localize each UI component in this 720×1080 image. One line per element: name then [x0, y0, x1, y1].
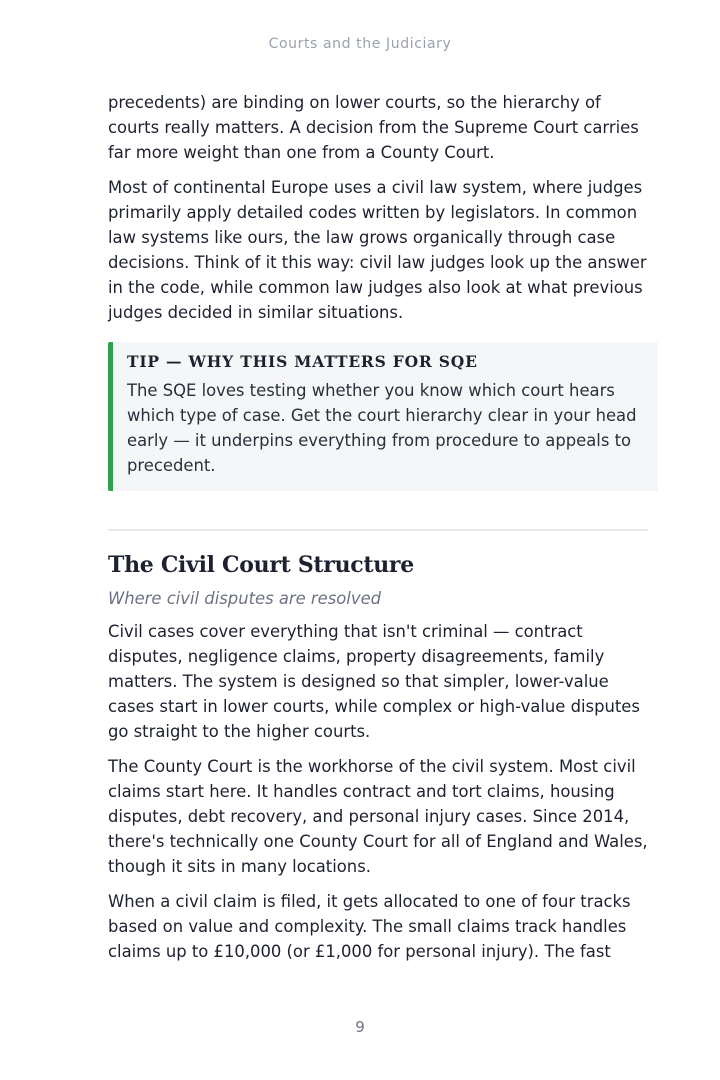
paragraph: The County Court is the workhorse of the civil system. Most civil claims start here. It handles contract and tort claims, housing disputes, debt recovery, and personal injury cases. Since 2014, there's technically one County Court for all of England and Wales, though it sits in many locations. [108, 757, 648, 876]
tip-callout [108, 342, 658, 491]
section-title: The Civil Court Structure [108, 552, 414, 578]
page-content [108, 90, 648, 974]
section-subtitle: Where civil disputes are resolved [108, 589, 382, 608]
running-header: Courts and the Judiciary [268, 36, 452, 52]
paragraph: precedents) are binding on lower courts, so the hierarchy of courts really matters. A decision from the Supreme Court carries far more weight than one from a County Court. [108, 93, 639, 162]
paragraph: Civil cases cover everything that isn't criminal — contract disputes, negligence claims, property disagreements, family matters. The system is designed so that simpler, lower-value cases start in lower courts, while complex or high-value disputes go straight to the higher courts. [108, 622, 640, 741]
tip-body: The SQE loves testing whether you know which court hears which type of case. Get the court hierarchy clear in your head early — it underpins everything from procedure to appeals to precedent. [127, 381, 637, 475]
paragraph: Most of continental Europe uses a civil law system, where judges primarily apply detailed codes written by legislators. In common law systems like ours, the law grows organically through case decisions. Think of it this way: civil law judges look up the answer in the code, while common law judges also look at what previous judges decided in similar situations. [108, 178, 647, 322]
tip-title: TIP — WHY THIS MATTERS FOR SQE [127, 352, 478, 371]
paragraph: When a civil claim is filed, it gets allocated to one of four tracks based on value and complexity. The small claims track handles claims up to £10,000 (or £1,000 for personal injury). The fast [108, 892, 631, 961]
section-divider [108, 529, 648, 531]
page-number: 9 [355, 1018, 365, 1036]
